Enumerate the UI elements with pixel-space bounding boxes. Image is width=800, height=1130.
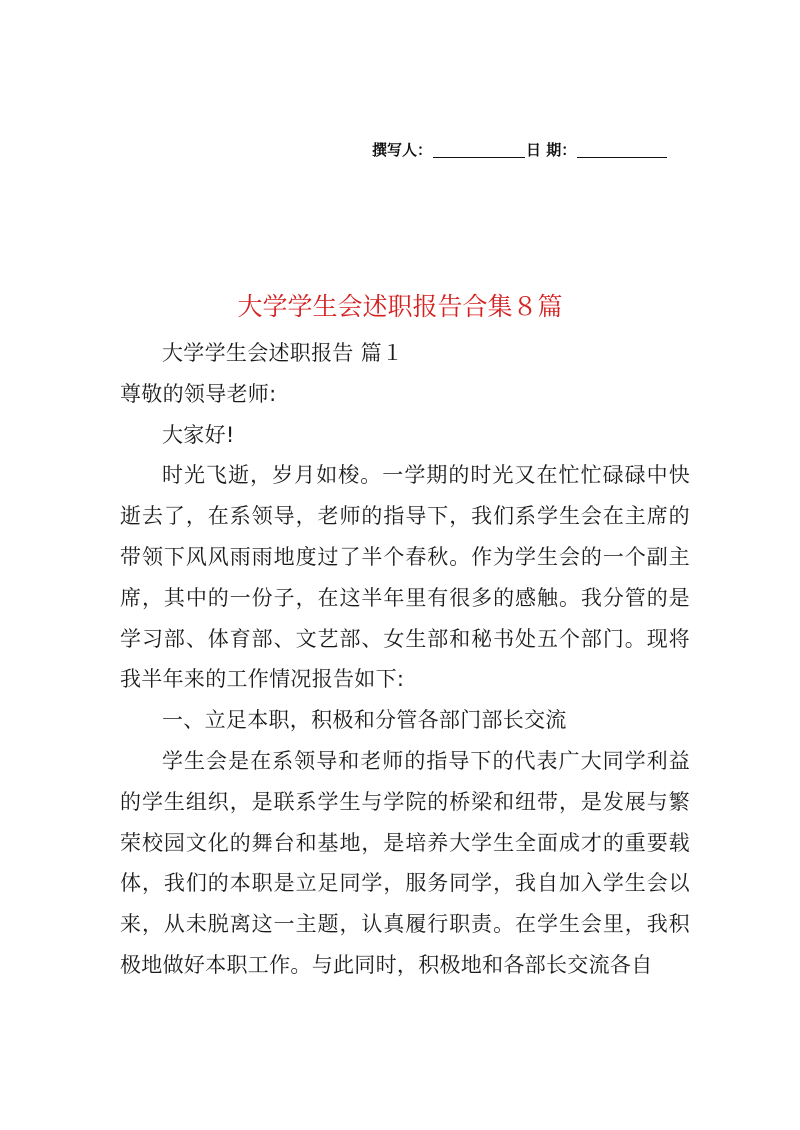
- paragraph: 时光飞逝，岁月如梭。一学期的时光又在忙忙碌碌中快逝去了，在系领导，老师的指导下，我们系学生会在主席的带领下风风雨雨地度过了半个春秋。作为学生会的一个副主席，其中的一份子，在这半年里有很多的感触。我分管的是学习部、体育部、文艺部、女生部和秘书处五个部门。现将我半年来的工作情况报告如下:: [120, 463, 690, 692]
- salutation: 尊敬的领导老师:: [120, 381, 277, 406]
- document-body: [120, 333, 690, 986]
- document-title: 大学学生会述职报告合集８篇: [237, 292, 563, 321]
- author-label: 撰写人：: [372, 141, 433, 159]
- greeting: 大家好!: [162, 422, 235, 447]
- date-label: 日 期：: [526, 141, 577, 159]
- date-blank: [577, 142, 667, 158]
- paragraph: 学生会是在系领导和老师的指导下的代表广大同学利益的学生组织，是联系学生与学院的桥梁和纽带，是发展与繁荣校园文化的舞台和基地，是培养大学生全面成才的重要载体，我们的本职是立足同学，服务同学，我自加入学生会以来，从未脱离这一主题，认真履行职责。在学生会里，我积极地做好本职工作。与此同时，积极地和各部长交流各自: [120, 748, 690, 977]
- author-blank: [433, 142, 525, 158]
- section-heading: 一、立足本职，积极和分管各部门部长交流: [162, 708, 567, 733]
- report-subtitle: 大学学生会述职报告 篇１: [162, 341, 404, 365]
- author-date-line: [372, 139, 692, 161]
